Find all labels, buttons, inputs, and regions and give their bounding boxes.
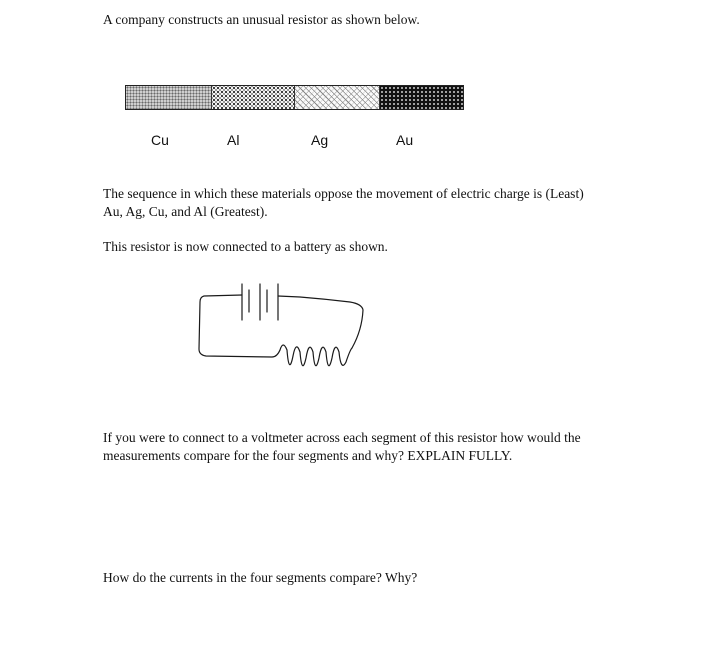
resistor-coil [280,345,352,366]
question1-line-2: measurements compare for the four segments and why? EXPLAIN FULLY. [103,448,513,463]
wire-left [199,295,280,357]
wire-right [278,296,363,348]
connection-text: This resistor is now connected to a battery as shown. [103,239,388,254]
segment-label-cu: Cu [151,132,169,148]
question1-line-1: If you were to connect to a voltmeter across each segment of this resistor how would the [103,430,581,445]
segment-label-au: Au [396,132,414,148]
sequence-line-2: Au, Ag, Cu, and Al (Greatest). [103,204,268,219]
sequence-line-1: The sequence in which these materials oppose the movement of electric charge is (Least) [103,186,584,201]
question-currents: How do the currents in the four segments compare? Why? [103,570,418,585]
segment-label-al: Al [227,132,240,148]
intro-text: A company constructs an unusual resistor as shown below. [103,12,420,27]
segment-label-ag: Ag [311,132,329,148]
question-voltmeter [103,429,673,465]
